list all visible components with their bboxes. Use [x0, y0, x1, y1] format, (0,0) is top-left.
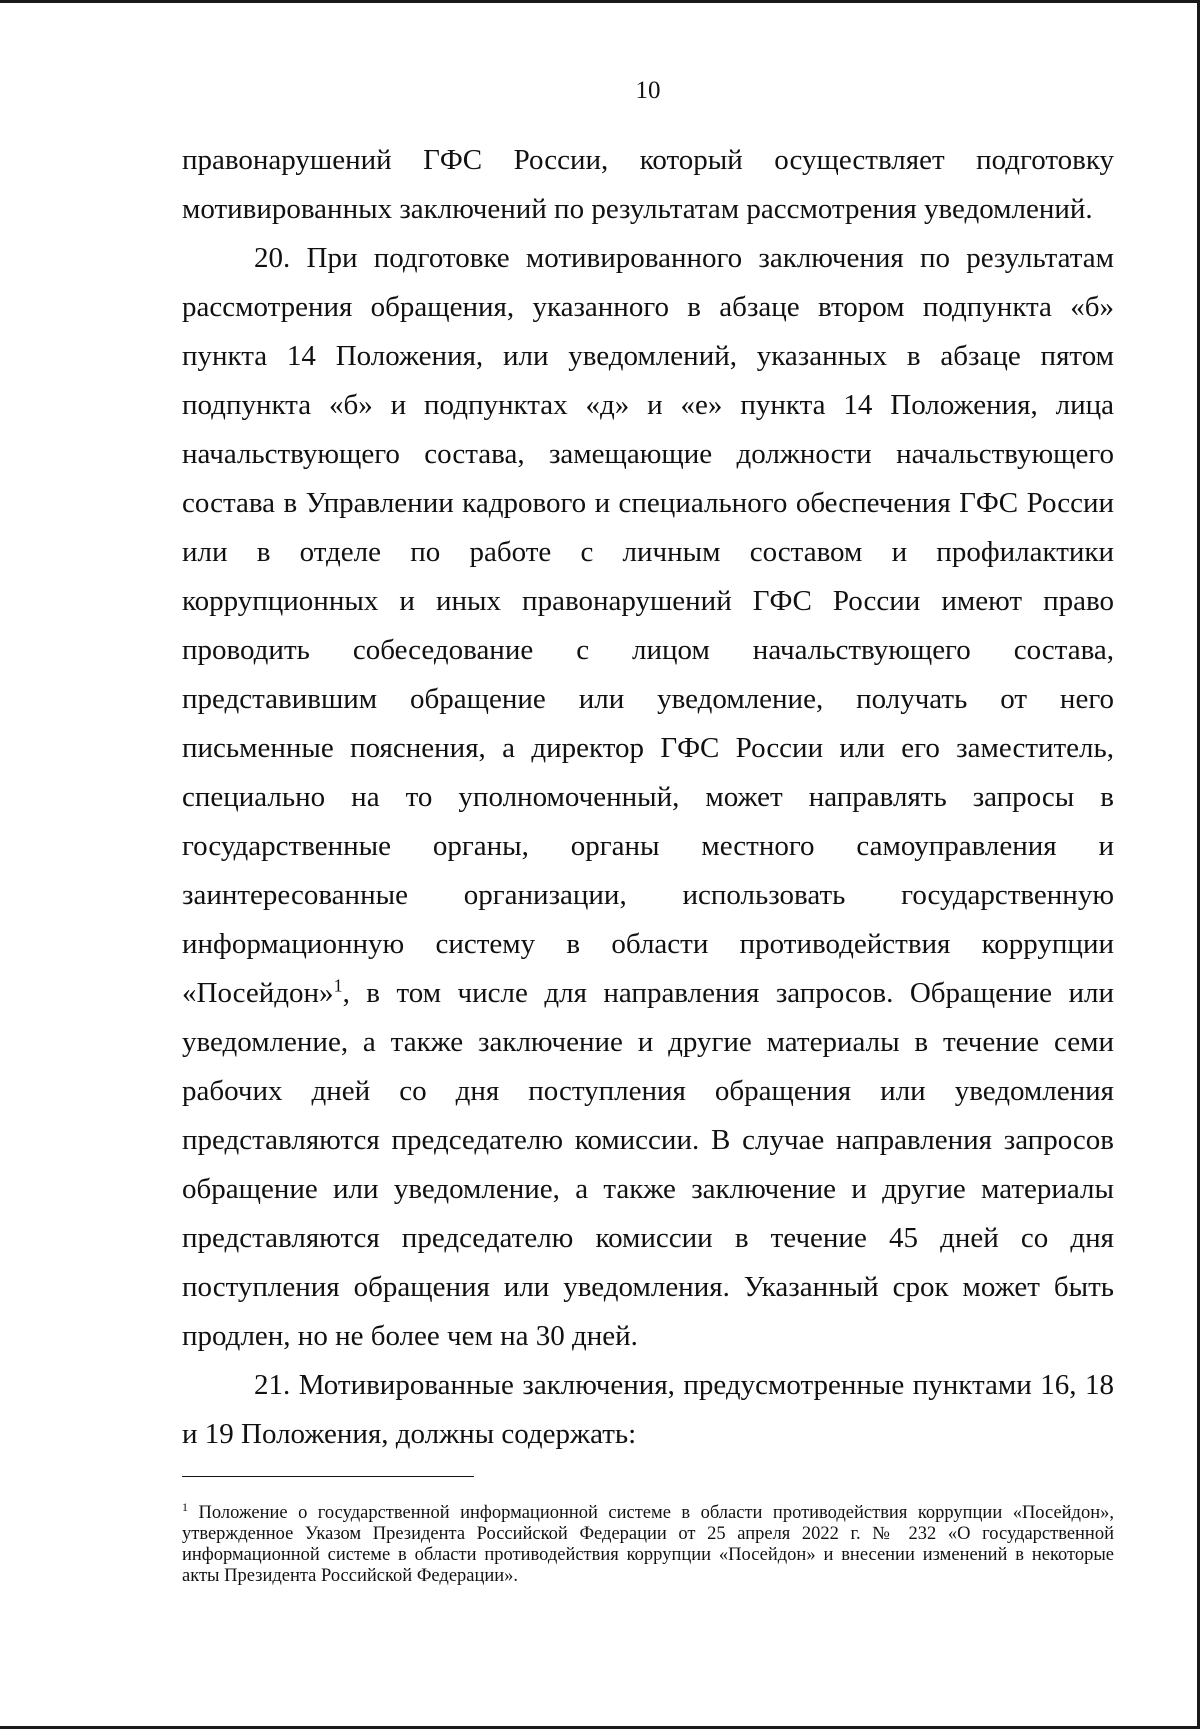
- paragraph-text: правонарушений ГФС России, который осуществляет подготовку мотивированных заключений по результатам рассмотрения уведомлений.: [182, 144, 1114, 225]
- footnote: [182, 1499, 1114, 1587]
- footnote-reference: 1: [333, 975, 343, 996]
- document-body: [182, 136, 1114, 1459]
- paragraph-text: , в том числе для направления запросов. Обращение или уведомление, а также заключение и другие материалы в течение семи рабочих дней со дня поступления обращения или уведомления представляются председателю комиссии. В случае направления запросов обращение или уведомление, а также заключение и другие материалы представляются председателю комиссии в течение 45 дней со дня поступления обращения или уведомления. Указанный срок может быть продлен, но не более чем на 30 дней.: [182, 977, 1114, 1352]
- paragraph-text: 20. При подготовке мотивированного заключения по результатам рассмотрения обращения, указанного в абзаце втором подпункта «б» пункта 14 Положения, или уведомлений, указанных в абзаце пятом подпункта «б» и подпунктах «д» и «е» пункта 14 Положения, лица начальствующего состава, замещающие должности начальствующего состава в Управлении кадрового и специального обеспечения ГФС России или в отделе по работе с личным составом и профилактики коррупционных и иных правонарушений ГФС России имеют право проводить собеседование с лицом начальствующего состава, представившим обращение или уведомление, получать от него письменные пояснения, а директор ГФС России или его заместитель, специально на то уполномоченный, может направлять запросы в государственные органы, органы местного самоуправления и заинтересованные организации, использовать государственную информационную систему в области противодействия коррупции «Посейдон»: [182, 242, 1114, 1009]
- footnote-divider: [182, 1476, 474, 1477]
- footnote-marker: 1: [182, 1499, 188, 1514]
- paragraph-21: [182, 1361, 1114, 1459]
- paragraph-text: 21. Мотивированные заключения, предусмотренные пунктами 16, 18 и 19 Положения, должны содержать:: [182, 1369, 1114, 1450]
- page-number: 10: [635, 77, 661, 104]
- footnote-text: Положение о государственной информационной системе в области противодействия коррупции «Посейдон», утвержденное Указом Президента Российской Федерации от 25 апреля 2022 г. № 232 «О государственной информационной системе в области противодействия коррупции «Посейдон» и внесении изменений в некоторые акты Президента Российской Федерации».: [182, 1503, 1114, 1586]
- paragraph-continuation: [182, 136, 1114, 234]
- paragraph-20: [182, 234, 1114, 1361]
